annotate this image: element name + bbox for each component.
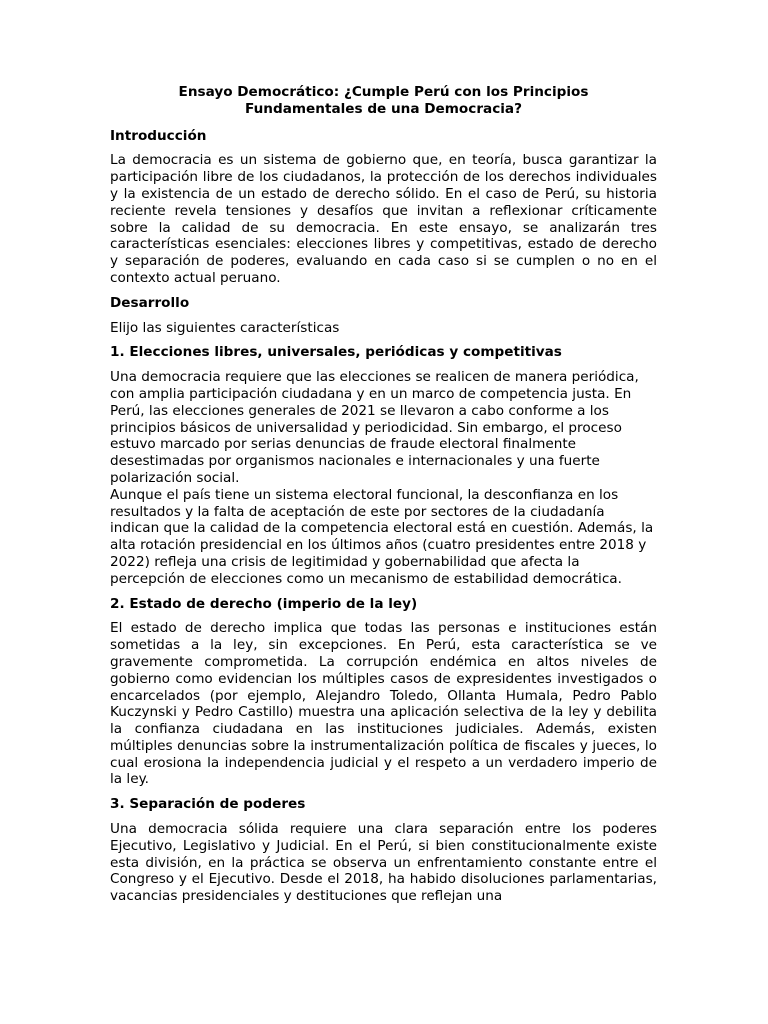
section-3-heading: 3. Separación de poderes bbox=[110, 796, 306, 813]
title-line-1: Ensayo Democrático: ¿Cumple Perú con los Principios bbox=[178, 84, 589, 100]
section-3-paragraph: Una democracia sólida requiere una clara separación entre los poderes Ejecutivo, Legislativo y Judicial. En el Perú, si bien constitucionalmente existe esta división, en la práctica se observa un enfrentamiento constante entre el Congreso y el Ejecutivo. Desde el 2018, ha habido disoluciones parlamentarias, vacancias presidenciales y destituciones que reflejan una bbox=[110, 821, 657, 905]
section-1-paragraph-2: Aunque el país tiene un sistema electoral funcional, la desconfianza en los resultados y la falta de aceptación de este por sectores de la ciudadanía indican que la calidad de la competencia electoral está en cuestión. Además, la alta rotación presidencial en los últimos años (cuatro presidentes entre 2018 y 2022) refleja una crisis de legitimidad y gobernabilidad que afecta la percepción de elecciones como un mecanismo de estabilidad democrática. bbox=[110, 486, 654, 587]
section-2-paragraph: El estado de derecho implica que todas las personas e instituciones están sometidas a la ley, sin excepciones. En Perú, esta característica se ve gravemente comprometida. La corrupción endémica en altos niveles de gobierno como evidencian los múltiples casos de expresidentes investigados o encarcelados (por ejemplo, Alejandro Toledo, Ollanta Humala, Pedro Pablo Kuczynski y Pedro Castillo) muestra una aplicación selectiva de la ley y debilita la confianza ciudadana en las instituciones judiciales. Además, existen múltiples denuncias sobre la instrumentalización política de fiscales y jueces, lo cual erosiona la independencia judicial y el respeto a un verdadero imperio de la ley. bbox=[110, 620, 657, 788]
document-title bbox=[110, 84, 657, 118]
introduction-heading: Introducción bbox=[110, 127, 207, 144]
section-1-heading: 1. Elecciones libres, universales, periódicas y competitivas bbox=[110, 344, 562, 361]
section-1-paragraph-1: Una democracia requiere que las elecciones se realicen de manera periódica, con amplia participación ciudadana y en un marco de competencia justa. En Perú, las elecciones generales de 2021 se llevaron a cabo conforme a los principios básicos de universalidad y periodicidad. Sin embargo, el proceso estuvo marcado por serias denuncias de fraude electoral finalmente desestimadas por organismos nacionales e internacionales y una fuerte polarización social. bbox=[110, 369, 639, 486]
section-2-heading: 2. Estado de derecho (imperio de la ley) bbox=[110, 595, 418, 612]
title-line-2: Fundamentales de una Democracia? bbox=[245, 100, 522, 117]
development-lead: Elijo las siguientes características bbox=[110, 319, 340, 336]
development-heading: Desarrollo bbox=[110, 294, 190, 311]
document-page bbox=[110, 84, 657, 913]
introduction-paragraph: La democracia es un sistema de gobierno que, en teoría, busca garantizar la participación libre de los ciudadanos, la protección de los derechos individuales y la existencia de un estado de derecho sólido. En el caso de Perú, su historia reciente revela tensiones y desafíos que invitan a reflexionar críticamente sobre la calidad de su democracia. En este ensayo, se analizarán tres características esenciales: elecciones libres y competitivas, estado de derecho y separación de poderes, evaluando en cada caso si se cumplen o no en el contexto actual peruano. bbox=[110, 152, 657, 286]
